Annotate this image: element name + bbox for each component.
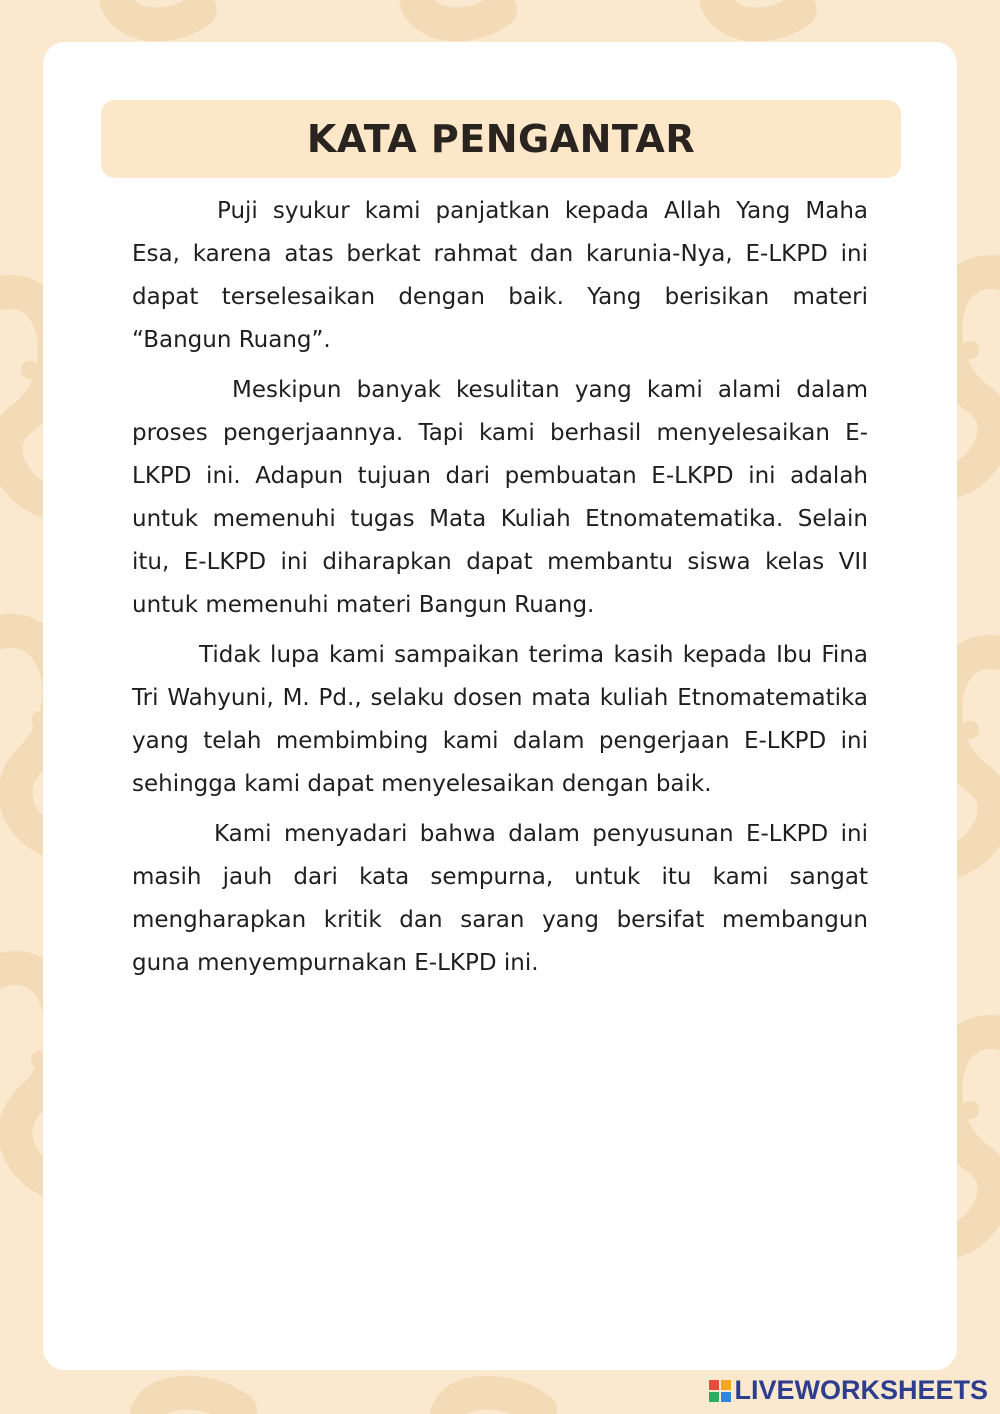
- paragraph-3: Tidak lupa kami sampaikan terima kasih kepada Ibu Fina Tri Wahyuni, M. Pd., selaku dosen mata kuliah Etnomatematika yang telah membimbing kami dalam pengerjaan E-LKPD ini sehingga kami dapat menyelesaikan dengan baik.: [132, 642, 868, 797]
- liveworksheets-logo[interactable]: [709, 1375, 988, 1406]
- page-title: KATA PENGANTAR: [306, 117, 696, 161]
- title-banner: [101, 100, 901, 178]
- liveworksheets-brand-text: LIVEWORKSHEETS: [734, 1375, 988, 1405]
- liveworksheets-logo-icon: [709, 1380, 731, 1402]
- body-text: [132, 190, 868, 992]
- paragraph-2: Meskipun banyak kesulitan yang kami alami dalam proses pengerjaannya. Tapi kami berhasil menyelesaikan E-LKPD ini. Adapun tujuan dari pembuatan E-LKPD ini adalah untuk memenuhi tugas Mata Kuliah Etnomatematika. Selain itu, E-LKPD ini diharapkan dapat membantu siswa kelas VII untuk memenuhi materi Bangun Ruang.: [132, 377, 868, 618]
- content-card: [43, 42, 957, 1370]
- paragraph-4: Kami menyadari bahwa dalam penyusunan E-LKPD ini masih jauh dari kata sempurna, untuk itu kami sangat mengharapkan kritik dan saran yang bersifat membangun guna menyempurnakan E-LKPD ini.: [132, 821, 868, 976]
- paragraph-1: Puji syukur kami panjatkan kepada Allah Yang Maha Esa, karena atas berkat rahmat dan karunia-Nya, E-LKPD ini dapat terselesaikan dengan baik. Yang berisikan materi “Bangun Ruang”.: [132, 198, 868, 353]
